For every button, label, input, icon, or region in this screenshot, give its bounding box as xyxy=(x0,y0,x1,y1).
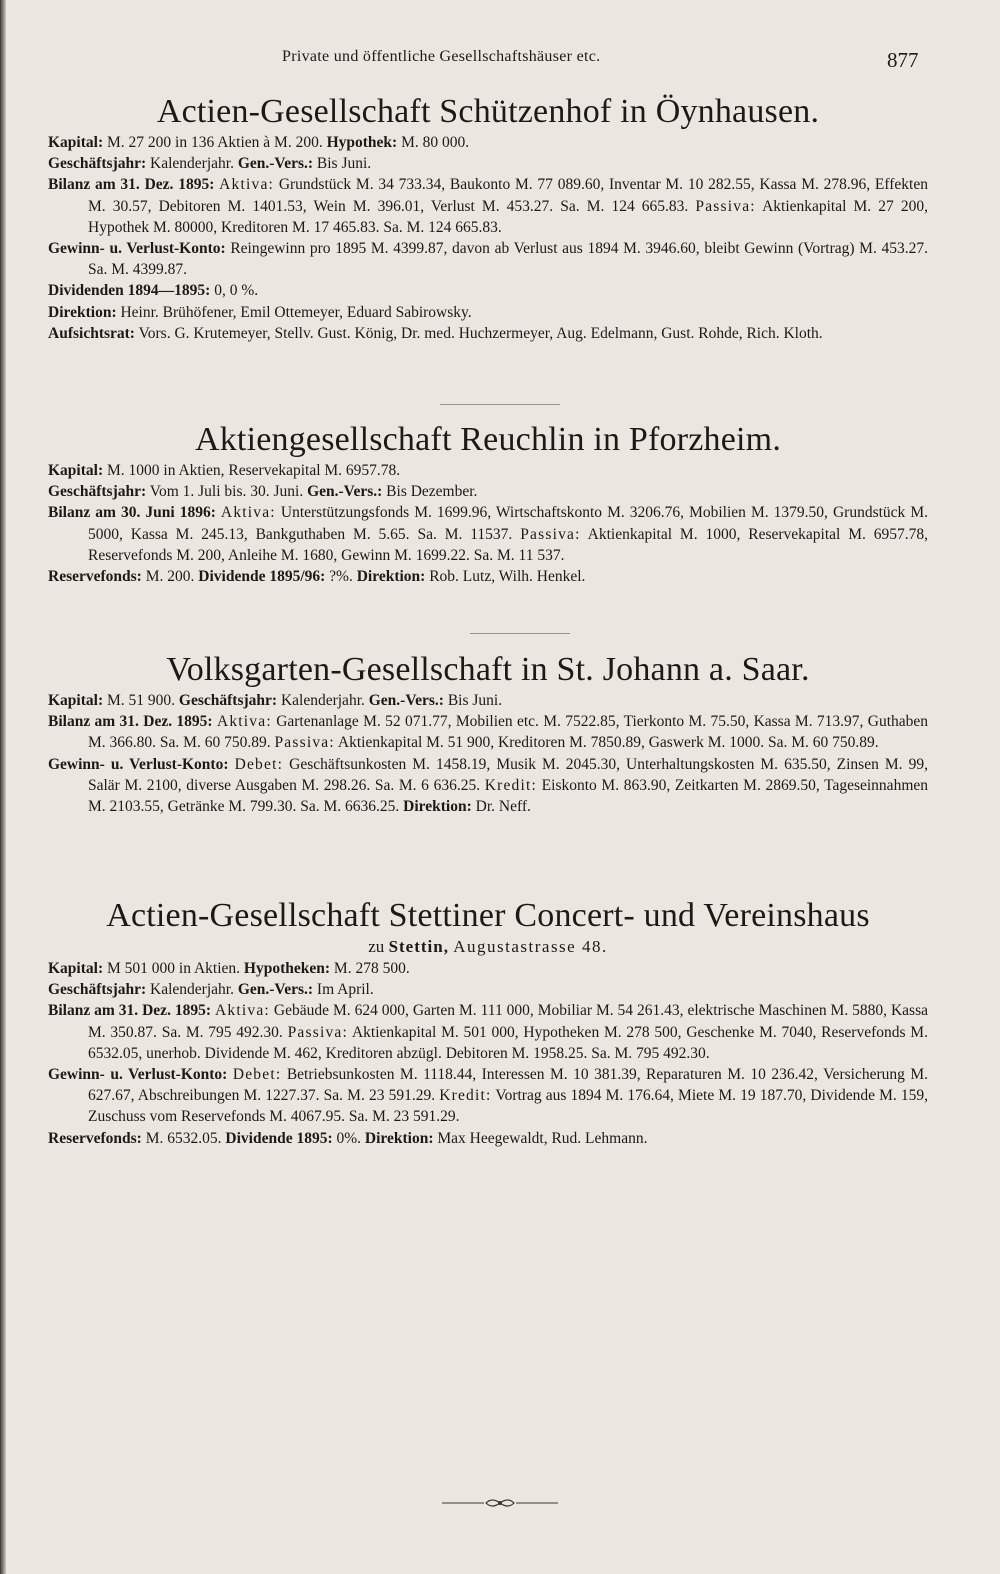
entry-bilanz: Bilanz am 31. Dez. 1895: Aktiva: Gebäude M. 624 000, Garten M. 111 000, Mobiliar M. 54 261.43, elektrische Maschinen M. 5880, Kassa M. 350.87. Sa. M. 795 492.30. Passiva: Aktienkapital M. 501 000, Hypotheken M. 278 500, Geschenke M. 7040, Reservefonds M. 6532.05, unerhob. Dividende M. 462, Kreditoren abzügl. Debitoren M. 1958.25. Sa. M. 795 492.30. xyxy=(48,1002,929,1062)
entry-kapital: Kapital: M 501 000 in Aktien. Hypotheken: M. 278 500. xyxy=(48,960,410,977)
entry-geschaeftsjahr: Geschäftsjahr: Vom 1. Juli bis. 30. Juni. Gen.-Vers.: Bis Dezember. xyxy=(48,483,478,501)
section-schuetzenhof xyxy=(48,92,928,344)
entry-bilanz: Bilanz am 31. Dez. 1895: Aktiva: Gartenanlage M. 52 071.77, Mobilien etc. M. 7522.85, Tierkonto M. 75.50, Kassa M. 713.97, Guthaben M. 366.80. Sa. M. 60 750.89. Passiva: Aktienkapital M. 51 900, Kreditoren M. 7850.89, Gaswerk M. 1000. Sa. M. 60 750.89. xyxy=(48,713,929,752)
entry-kapital: Kapital: M. 27 200 in 136 Aktien à M. 200. Hypothek: M. 80 000. xyxy=(48,134,470,151)
entry-bilanz: Bilanz am 31. Dez. 1895: Aktiva: Grundstück M. 34 733.34, Baukonto M. 77 089.60, Inventar M. 10 282.55, Kassa M. 278.96, Effekten M. 30.57, Debitoren M. 1401.53, Wein M. 396.01, Verlust M. 453.27. Sa. M. 124 665.83. Passiva: Aktienkapital M. 27 200, Hypothek M. 80000, Kreditoren M. 17 465.83. Sa. M. 124 665.83. xyxy=(48,176,928,236)
section-reuchlin xyxy=(48,420,928,587)
entry-gewinn-verlust: Gewinn- u. Verlust-Konto: Debet: Geschäftsunkosten M. 1458.19, Musik M. 2045.30, Unterhaltungskosten M. 635.50, Zinsen M. 99, Salär M. 2100, diverse Ausgaben M. 298.26. Sa. M. 6 636.25. Kredit: Eiskonto M. 863.90, Zeitkarten M. 2869.50, Tageseinnahmen M. 2103.55, Getränke M. 799.30. Sa. M. 6636.25. Direktion: Dr. Neff. xyxy=(48,755,929,816)
section-divider xyxy=(470,633,570,634)
entry-kapital: Kapital: M. 51 900. Geschäftsjahr: Kalenderjahr. Gen.-Vers.: Bis Juni. xyxy=(48,692,503,709)
binding-edge xyxy=(0,0,6,1574)
entry-gewinn-verlust: Gewinn- u. Verlust-Konto: Debet: Betriebsunkosten M. 1118.44, Interessen M. 10 381.39, Reparaturen M. 10 236.42, Versicherung M. 627.67, Abschreibungen M. 1227.37. Sa. M. 23 591.29. Kredit: Vortrag aus 1894 M. 176.64, Miete M. 19 187.70, Dividende M. 159, Zuschuss vom Reservefonds M. 4067.95. Sa. M. 23 591.29. xyxy=(48,1066,928,1126)
entry-reservefonds: Reservefonds: M. 200. Dividende 1895/96: ?%. Direktion: Rob. Lutz, Wilh. Henkel. xyxy=(48,568,586,586)
section-title: Volksgarten-Gesellschaft in St. Johann a. Saar. xyxy=(166,651,810,688)
section-divider xyxy=(440,404,560,405)
section-subtitle: zu Stettin, Augustastrasse 48. xyxy=(368,937,608,956)
entry-direktion: Direktion: Heinr. Brühöfener, Emil Ottemeyer, Eduard Sabirowsky. xyxy=(48,303,472,321)
entry-geschaeftsjahr: Geschäftsjahr: Kalenderjahr. Gen.-Vers.: Bis Juni. xyxy=(48,155,372,173)
page-number: 877 xyxy=(887,48,919,72)
section-stettiner xyxy=(48,896,928,1149)
section-title: Actien-Gesellschaft Stettiner Concert- und Vereinshaus xyxy=(106,897,870,934)
entry-gewinn-verlust: Gewinn- u. Verlust-Konto: Reingewinn pro 1895 M. 4399.87, davon ab Verlust aus 1894 M. 3946.60, bleibt Gewinn (Vortrag) M. 453.27. Sa. M. 4399.87. xyxy=(48,240,928,279)
entry-kapital: Kapital: M. 1000 in Aktien, Reservekapital M. 6957.78. xyxy=(48,462,401,479)
end-ornament xyxy=(440,1496,560,1510)
running-head: Private und öffentliche Gesellschaftshäuser etc. xyxy=(282,48,601,65)
section-title: Actien-Gesellschaft Schützenhof in Öynhausen. xyxy=(156,93,820,130)
entry-geschaeftsjahr: Geschäftsjahr: Kalenderjahr. Gen.-Vers.: Im April. xyxy=(48,981,374,999)
entry-reservefonds: Reservefonds: M. 6532.05. Dividende 1895: 0%. Direktion: Max Heegewaldt, Rud. Lehmann. xyxy=(48,1129,648,1147)
entry-dividenden: Dividenden 1894—1895: 0, 0 %. xyxy=(48,282,259,300)
section-title: Aktiengesellschaft Reuchlin in Pforzheim. xyxy=(194,421,782,458)
entry-aufsichtsrat: Aufsichtsrat: Vors. G. Krutemeyer, Stellv. Gust. König, Dr. med. Huchzermeyer, Aug. Edelmann, Gust. Rohde, Rich. Kloth. xyxy=(48,324,823,342)
entry-bilanz: Bilanz am 30. Juni 1896: Aktiva: Unterstützungsfonds M. 1699.96, Wirtschaftskonto M. 3206.76, Mobilien M. 1379.50, Grundstück M. 5000, Kassa M. 245.13, Bankguthaben M. 5.65. Sa. M. 11537. Passiva: Aktienkapital M. 1000, Reservekapital M. 6957.78, Reservefonds M. 200, Anleihe M. 1680, Gewinn M. 1699.22. Sa. M. 11 537. xyxy=(48,504,929,564)
section-volksgarten xyxy=(48,650,928,817)
